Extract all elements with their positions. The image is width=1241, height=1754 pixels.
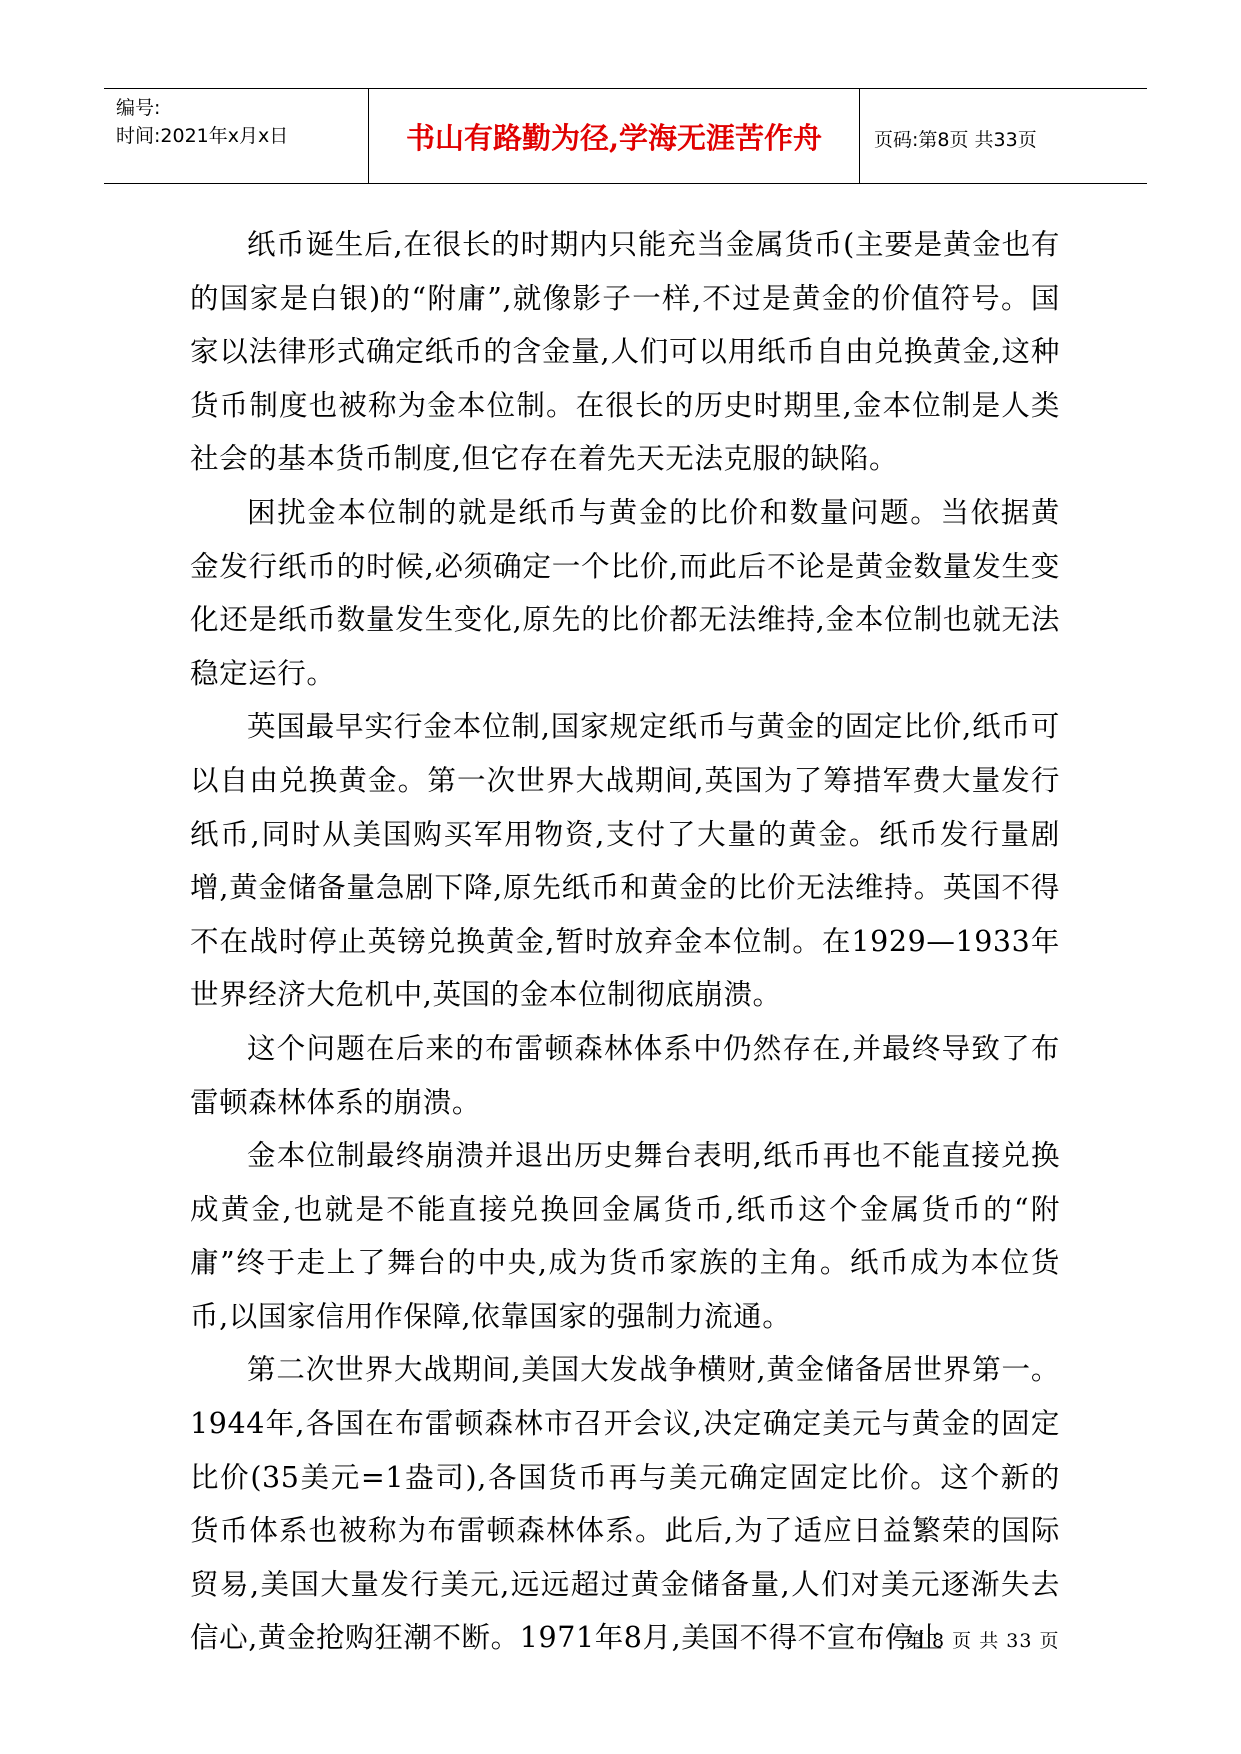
page-footer-number: 第 8 页 共 33 页 <box>905 1630 1060 1652</box>
header-motto: 书山有路勤为径,学海无涯苦作舟 <box>405 121 823 155</box>
page-header <box>104 88 1147 184</box>
body-paragraph: 第二次世界大战期间,美国大发战争横财,黄金储备居世界第一。1944年,各国在布雷顿森林市召开会议,决定确定美元与黄金的固定比价(35美元=1盎司),各国货币再与美元确定固定比价。这个新的货币体系也被称为布雷顿森林体系。此后,为了适应日益繁荣的国际贸易,美国大量发行美元,远远超过黄金储备量,人们对美元逐渐失去信心,黄金抢购狂潮不断。1971年8月,美国不得不宣布停止 <box>190 1353 1060 1655</box>
document-number-label: 编号: <box>116 97 161 119</box>
header-meta-cell <box>104 89 369 183</box>
header-page-cell <box>860 89 1147 183</box>
header-page-info: 页码:第8页 共33页 <box>874 129 1037 151</box>
body-paragraph: 英国最早实行金本位制,国家规定纸币与黄金的固定比价,纸币可以自由兑换黄金。第一次世界大战期间,英国为了筹措军费大量发行纸币,同时从美国购买军用物资,支付了大量的黄金。纸币发行量剧增,黄金储备量急剧下降,原先纸币和黄金的比价无法维持。英国不得不在战时停止英镑兑换黄金,暂时放弃金本位制。在1929—1933年世界经济大危机中,英国的金本位制彻底崩溃。 <box>190 710 1060 1012</box>
body-paragraph: 金本位制最终崩溃并退出历史舞台表明,纸币再也不能直接兑换成黄金,也就是不能直接兑换回金属货币,纸币这个金属货币的“附庸”终于走上了舞台的中央,成为货币家族的主角。纸币成为本位货币,以国家信用作保障,依靠国家的强制力流通。 <box>190 1139 1060 1333</box>
header-motto-cell <box>369 89 860 183</box>
body-paragraph: 这个问题在后来的布雷顿森林体系中仍然存在,并最终导致了布雷顿森林体系的崩溃。 <box>190 1031 1060 1119</box>
body-paragraph: 纸币诞生后,在很长的时期内只能充当金属货币(主要是黄金也有的国家是白银)的“附庸”,就像影子一样,不过是黄金的价值符号。国家以法律形式确定纸币的含金量,人们可以用纸币自由兑换黄金,这种货币制度也被称为金本位制。在很长的历史时期里,金本位制是人类社会的基本货币制度,但它存在着先天无法克服的缺陷。 <box>190 228 1060 476</box>
document-time-label: 时间:2021年x月x日 <box>116 125 289 147</box>
document-body <box>190 218 1060 1665</box>
body-paragraph: 困扰金本位制的就是纸币与黄金的比价和数量问题。当依据黄金发行纸币的时候,必须确定一个比价,而此后不论是黄金数量发生变化还是纸币数量发生变化,原先的比价都无法维持,金本位制也就无法稳定运行。 <box>190 495 1060 690</box>
